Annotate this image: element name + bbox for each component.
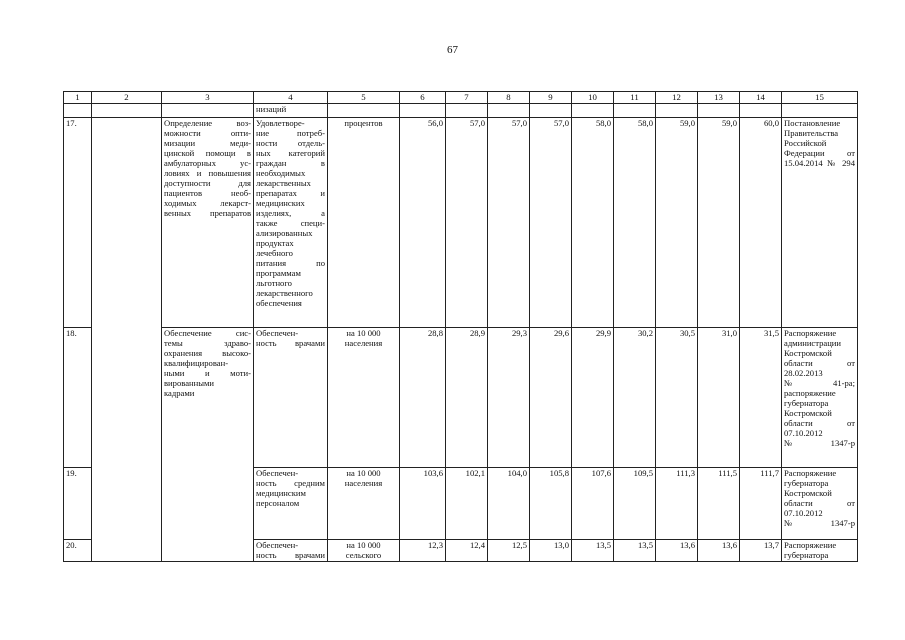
basis-cell-line: области от <box>784 498 855 508</box>
value-cell: 58,0 <box>572 118 614 328</box>
goal-cell-line: ловиях и повышения <box>164 168 251 178</box>
indicator-cell-line: медицинским <box>256 488 306 498</box>
basis-cell-line: Распоряжение <box>784 328 837 338</box>
basis-cell-line: 07.10.2012 <box>784 508 823 518</box>
value-cell: 12,5 <box>488 540 530 562</box>
unit-cell-line: на 10 000 <box>346 540 381 550</box>
indicator-cell-line: лекарственного <box>256 288 313 298</box>
unit-cell <box>328 118 400 328</box>
goal-cell <box>162 328 254 562</box>
goal-cell-line: Определение воз- <box>164 118 251 128</box>
basis-cell-line: Федерации от <box>784 148 855 158</box>
value-cell: 12,4 <box>446 540 488 562</box>
basis-cell-line: Постановление <box>784 118 841 128</box>
value-cell: 30,2 <box>614 328 656 468</box>
value-cell: 30,5 <box>656 328 698 468</box>
value-cell: 57,0 <box>488 118 530 328</box>
page-number: 67 <box>447 44 458 56</box>
basis-cell-line: губернатора <box>784 398 829 408</box>
indicator-cell-line: программам <box>256 268 301 278</box>
value-cell: 13,5 <box>614 540 656 562</box>
basis-cell-line: распоряжение <box>784 388 836 398</box>
indicators-table <box>63 91 858 562</box>
value-cell: 28,8 <box>400 328 446 468</box>
value-cell: 104,0 <box>488 468 530 540</box>
value-cell: 60,0 <box>740 118 782 328</box>
value-cell: 58,0 <box>614 118 656 328</box>
value-cell: 109,5 <box>614 468 656 540</box>
value-cell: 31,0 <box>698 328 740 468</box>
row-number: 18. <box>64 328 92 468</box>
indicator-cell-line: Обеспечен- <box>256 328 299 338</box>
basis-cell-line: № 1347-р <box>784 438 855 448</box>
goal-cell-line: доступности для <box>164 178 251 188</box>
goal-cell-line: пациентов необ- <box>164 188 251 198</box>
value-cell: 12,3 <box>400 540 446 562</box>
goal-cell-line: амбулаторных ус- <box>164 158 251 168</box>
row-number: 17. <box>64 118 92 328</box>
basis-cell-line: Костромской <box>784 348 832 358</box>
unit-cell-line: населения <box>344 478 383 488</box>
header-cell: 7 <box>446 92 488 104</box>
table-row <box>64 328 858 468</box>
indicator-cell-line: Обеспечен- <box>256 468 299 478</box>
table-header-row <box>64 92 858 104</box>
value-cell: 28,9 <box>446 328 488 468</box>
indicator-cell-line: ность врачами <box>256 550 325 560</box>
indicator-cell <box>254 328 328 468</box>
basis-cell-line: Распоряжение <box>784 468 837 478</box>
continued-indicator-text: низаций <box>254 104 328 118</box>
indicator-cell <box>254 468 328 540</box>
unit-cell-line: сельского <box>345 550 382 560</box>
indicator-cell-line: лекарственных <box>256 178 311 188</box>
value-cell: 13,7 <box>740 540 782 562</box>
header-cell: 10 <box>572 92 614 104</box>
header-cell: 14 <box>740 92 782 104</box>
basis-cell-line: Костромской <box>784 408 832 418</box>
basis-cell-line: Российской <box>784 138 827 148</box>
header-cell: 1 <box>64 92 92 104</box>
header-cell: 11 <box>614 92 656 104</box>
header-cell: 3 <box>162 92 254 104</box>
basis-cell-line: Распоряжение <box>784 540 837 550</box>
basis-cell-line: губернатора <box>784 478 829 488</box>
value-cell: 57,0 <box>530 118 572 328</box>
basis-cell <box>782 118 858 328</box>
indicator-cell-line: препаратах и <box>256 188 325 198</box>
table-row <box>64 118 858 328</box>
basis-cell-line: Правительства <box>784 128 839 138</box>
header-cell: 12 <box>656 92 698 104</box>
value-cell: 107,6 <box>572 468 614 540</box>
value-cell: 111,5 <box>698 468 740 540</box>
unit-cell <box>328 468 400 540</box>
header-cell: 8 <box>488 92 530 104</box>
row-number: 20. <box>64 540 92 562</box>
indicator-cell-line: изделиях, а <box>256 208 325 218</box>
value-cell: 105,8 <box>530 468 572 540</box>
value-cell: 102,1 <box>446 468 488 540</box>
indicator-cell-line: Обеспечен- <box>256 540 299 550</box>
goal-cell-line: венных препаратов <box>164 208 251 218</box>
indicator-cell-line: льготного <box>256 278 292 288</box>
indicator-cell-line: медицинских <box>256 198 305 208</box>
header-cell: 13 <box>698 92 740 104</box>
continuation-row <box>64 104 858 118</box>
indicator-cell-line: ализированных <box>256 228 313 238</box>
indicator-cell-line: ние потреб- <box>256 128 325 138</box>
goal-cell <box>162 118 254 328</box>
indicator-cell-line: ность средним <box>256 478 325 488</box>
indicator-cell-line: питания по <box>256 258 325 268</box>
goal-cell-line: мизации меди- <box>164 138 251 148</box>
goal-cell-line: можности опти- <box>164 128 251 138</box>
indicator-cell-line: персоналом <box>256 498 300 508</box>
basis-cell-line: администрации <box>784 338 842 348</box>
table-body <box>64 92 858 562</box>
header-cell: 6 <box>400 92 446 104</box>
value-cell: 13,6 <box>698 540 740 562</box>
value-cell: 29,9 <box>572 328 614 468</box>
unit-cell-line: процентов <box>344 118 383 128</box>
goal-cell-line: темы здраво- <box>164 338 251 348</box>
unit-cell <box>328 328 400 468</box>
basis-cell-line: № 1347-р <box>784 518 855 528</box>
goal-cell-line: вированными <box>164 378 215 388</box>
row-number: 19. <box>64 468 92 540</box>
goal-cell-line: квалифицирован- <box>164 358 229 368</box>
indicator-cell-line: также специ- <box>256 218 325 228</box>
basis-cell-line: области от <box>784 358 855 368</box>
value-cell: 13,0 <box>530 540 572 562</box>
value-cell: 111,7 <box>740 468 782 540</box>
header-cell: 5 <box>328 92 400 104</box>
indicator-cell-line: продуктах <box>256 238 294 248</box>
indicator-cell-line: граждан в <box>256 158 325 168</box>
indicator-cell-line: необходимых <box>256 168 306 178</box>
unit-cell <box>328 540 400 562</box>
basis-cell-line: № 41-ра; <box>784 378 855 388</box>
value-cell: 59,0 <box>698 118 740 328</box>
header-cell: 4 <box>254 92 328 104</box>
indicator-cell-line: ности отдель- <box>256 138 325 148</box>
goal-cell-line: ходимых лекарст- <box>164 198 251 208</box>
basis-cell-line: Костромской <box>784 488 832 498</box>
unit-cell-line: населения <box>344 338 383 348</box>
indicator-cell-line: ных категорий <box>256 148 325 158</box>
indicator-cell-line: ность врачами <box>256 338 325 348</box>
value-cell: 29,3 <box>488 328 530 468</box>
basis-cell-line: 15.04.2014 № 294 <box>784 158 855 168</box>
value-cell: 57,0 <box>446 118 488 328</box>
value-cell: 13,5 <box>572 540 614 562</box>
goal-cell-line: кадрами <box>164 388 195 398</box>
goal-cell-line: Обеспечение сис- <box>164 328 251 338</box>
unit-cell-line: на 10 000 <box>346 328 381 338</box>
value-cell: 59,0 <box>656 118 698 328</box>
value-cell: 111,3 <box>656 468 698 540</box>
header-cell: 9 <box>530 92 572 104</box>
basis-cell-line: области от <box>784 418 855 428</box>
value-cell: 13,6 <box>656 540 698 562</box>
value-cell: 29,6 <box>530 328 572 468</box>
indicator-cell <box>254 118 328 328</box>
indicator-cell-line: Удовлетворе- <box>256 118 305 128</box>
basis-cell <box>782 328 858 468</box>
goal-cell-line: охранения высоко- <box>164 348 251 358</box>
basis-cell-line: 28.02.2013 <box>784 368 823 378</box>
basis-cell <box>782 468 858 540</box>
basis-cell <box>782 540 858 562</box>
goal-cell-line: цинской помощи в <box>164 148 251 158</box>
unit-cell-line: на 10 000 <box>346 468 381 478</box>
indicator-cell-line: обеспечения <box>256 298 302 308</box>
value-cell: 56,0 <box>400 118 446 328</box>
indicator-cell-line: лечебного <box>256 248 293 258</box>
column-2-cell <box>92 118 162 562</box>
basis-cell-line: губернатора <box>784 550 829 560</box>
value-cell: 31,5 <box>740 328 782 468</box>
basis-cell-line: 07.10.2012 <box>784 428 823 438</box>
goal-cell-line: ными и моти- <box>164 368 251 378</box>
indicator-cell <box>254 540 328 562</box>
header-cell: 15 <box>782 92 858 104</box>
value-cell: 103,6 <box>400 468 446 540</box>
header-cell: 2 <box>92 92 162 104</box>
